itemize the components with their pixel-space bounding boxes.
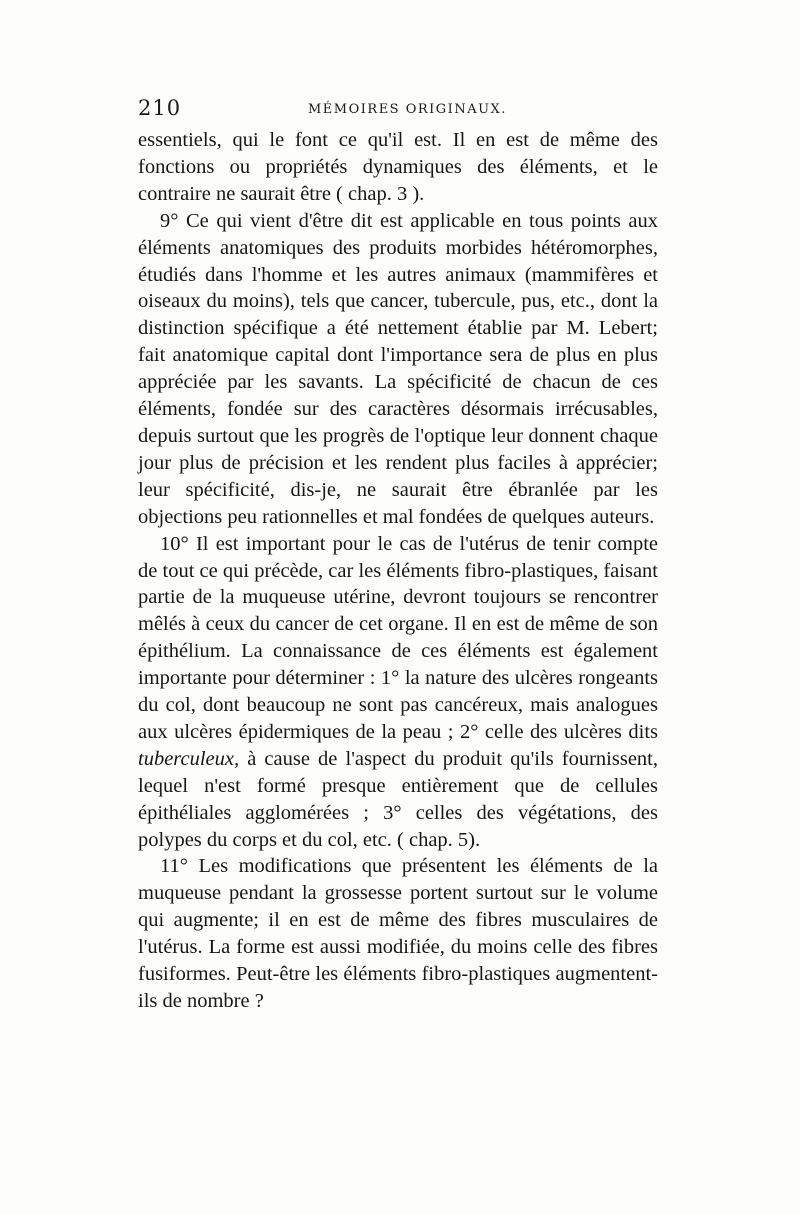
paragraph-10-italic: tuberculeux, <box>138 747 240 770</box>
page-number: 210 <box>138 96 182 120</box>
paragraph-10 <box>138 531 658 854</box>
page-header <box>138 96 668 124</box>
paragraph-10-text-a: 10° Il est important pour le cas de l'utérus de tenir compte de tout ce qui précède, car les éléments fibro-plastiques, faisant partie de la muqueuse utérine, devront toujours se rencontrer mêlés à ceux du cancer de cet organe. Il en est de même de son épithélium. La connaissance de ces éléments est également importante pour déterminer : 1° la nature des ulcères rongeants du col, dont beaucoup ne sont pas cancéreux, mais analogues aux ulcères épidermiques de la peau ; 2° celle des ulcères dits <box>138 532 658 743</box>
paragraph-10-text-b: à cause de l'aspect du produit qu'ils fournissent, lequel n'est formé presque entièrement que de cellules épithéliales agglomérées ; 3° celles des végétations, des polypes du corps et du col, etc. ( chap. 5). <box>138 747 658 851</box>
paragraph-11: 11° Les modifications que présentent les éléments de la muqueuse pendant la grossesse portent surtout sur le volume qui augmente; il en est de même des fibres musculaires de l'utérus. La forme est aussi modifiée, du moins celle des fibres fusiformes. Peut-être les éléments fibro-plastiques augmentent-ils de nombre ? <box>138 855 658 1012</box>
paragraph-continuation: essentiels, qui le font ce qu'il est. Il en est de même des fonctions ou propriétés dynamiques des éléments, et le contraire ne saurait être ( chap. 3 ). <box>138 129 658 205</box>
running-head: MÉMOIRES ORIGINAUX. <box>308 102 507 117</box>
paragraph-9: 9° Ce qui vient d'être dit est applicable en tous points aux éléments anatomiques des produits morbides hétéromorphes, étudiés dans l'homme et les autres animaux (mammifères et oiseaux du moins), tels que cancer, tubercule, pus, etc., dont la distinction spécifique a été nettement établie par M. Lebert; fait anatomique capital dont l'importance sera de plus en plus appréciée par les savants. La spécificité de chacun de ces éléments, fondée sur des caractères désormais irrécusables, depuis surtout que les progrès de l'optique leur donnent chaque jour plus de précision et les rendent plus faciles à apprécier; leur spécificité, dis-je, ne saurait être ébranlée par les objections peu rationnelles et mal fondées de quelques auteurs. <box>138 209 658 528</box>
body-text <box>138 127 658 1015</box>
